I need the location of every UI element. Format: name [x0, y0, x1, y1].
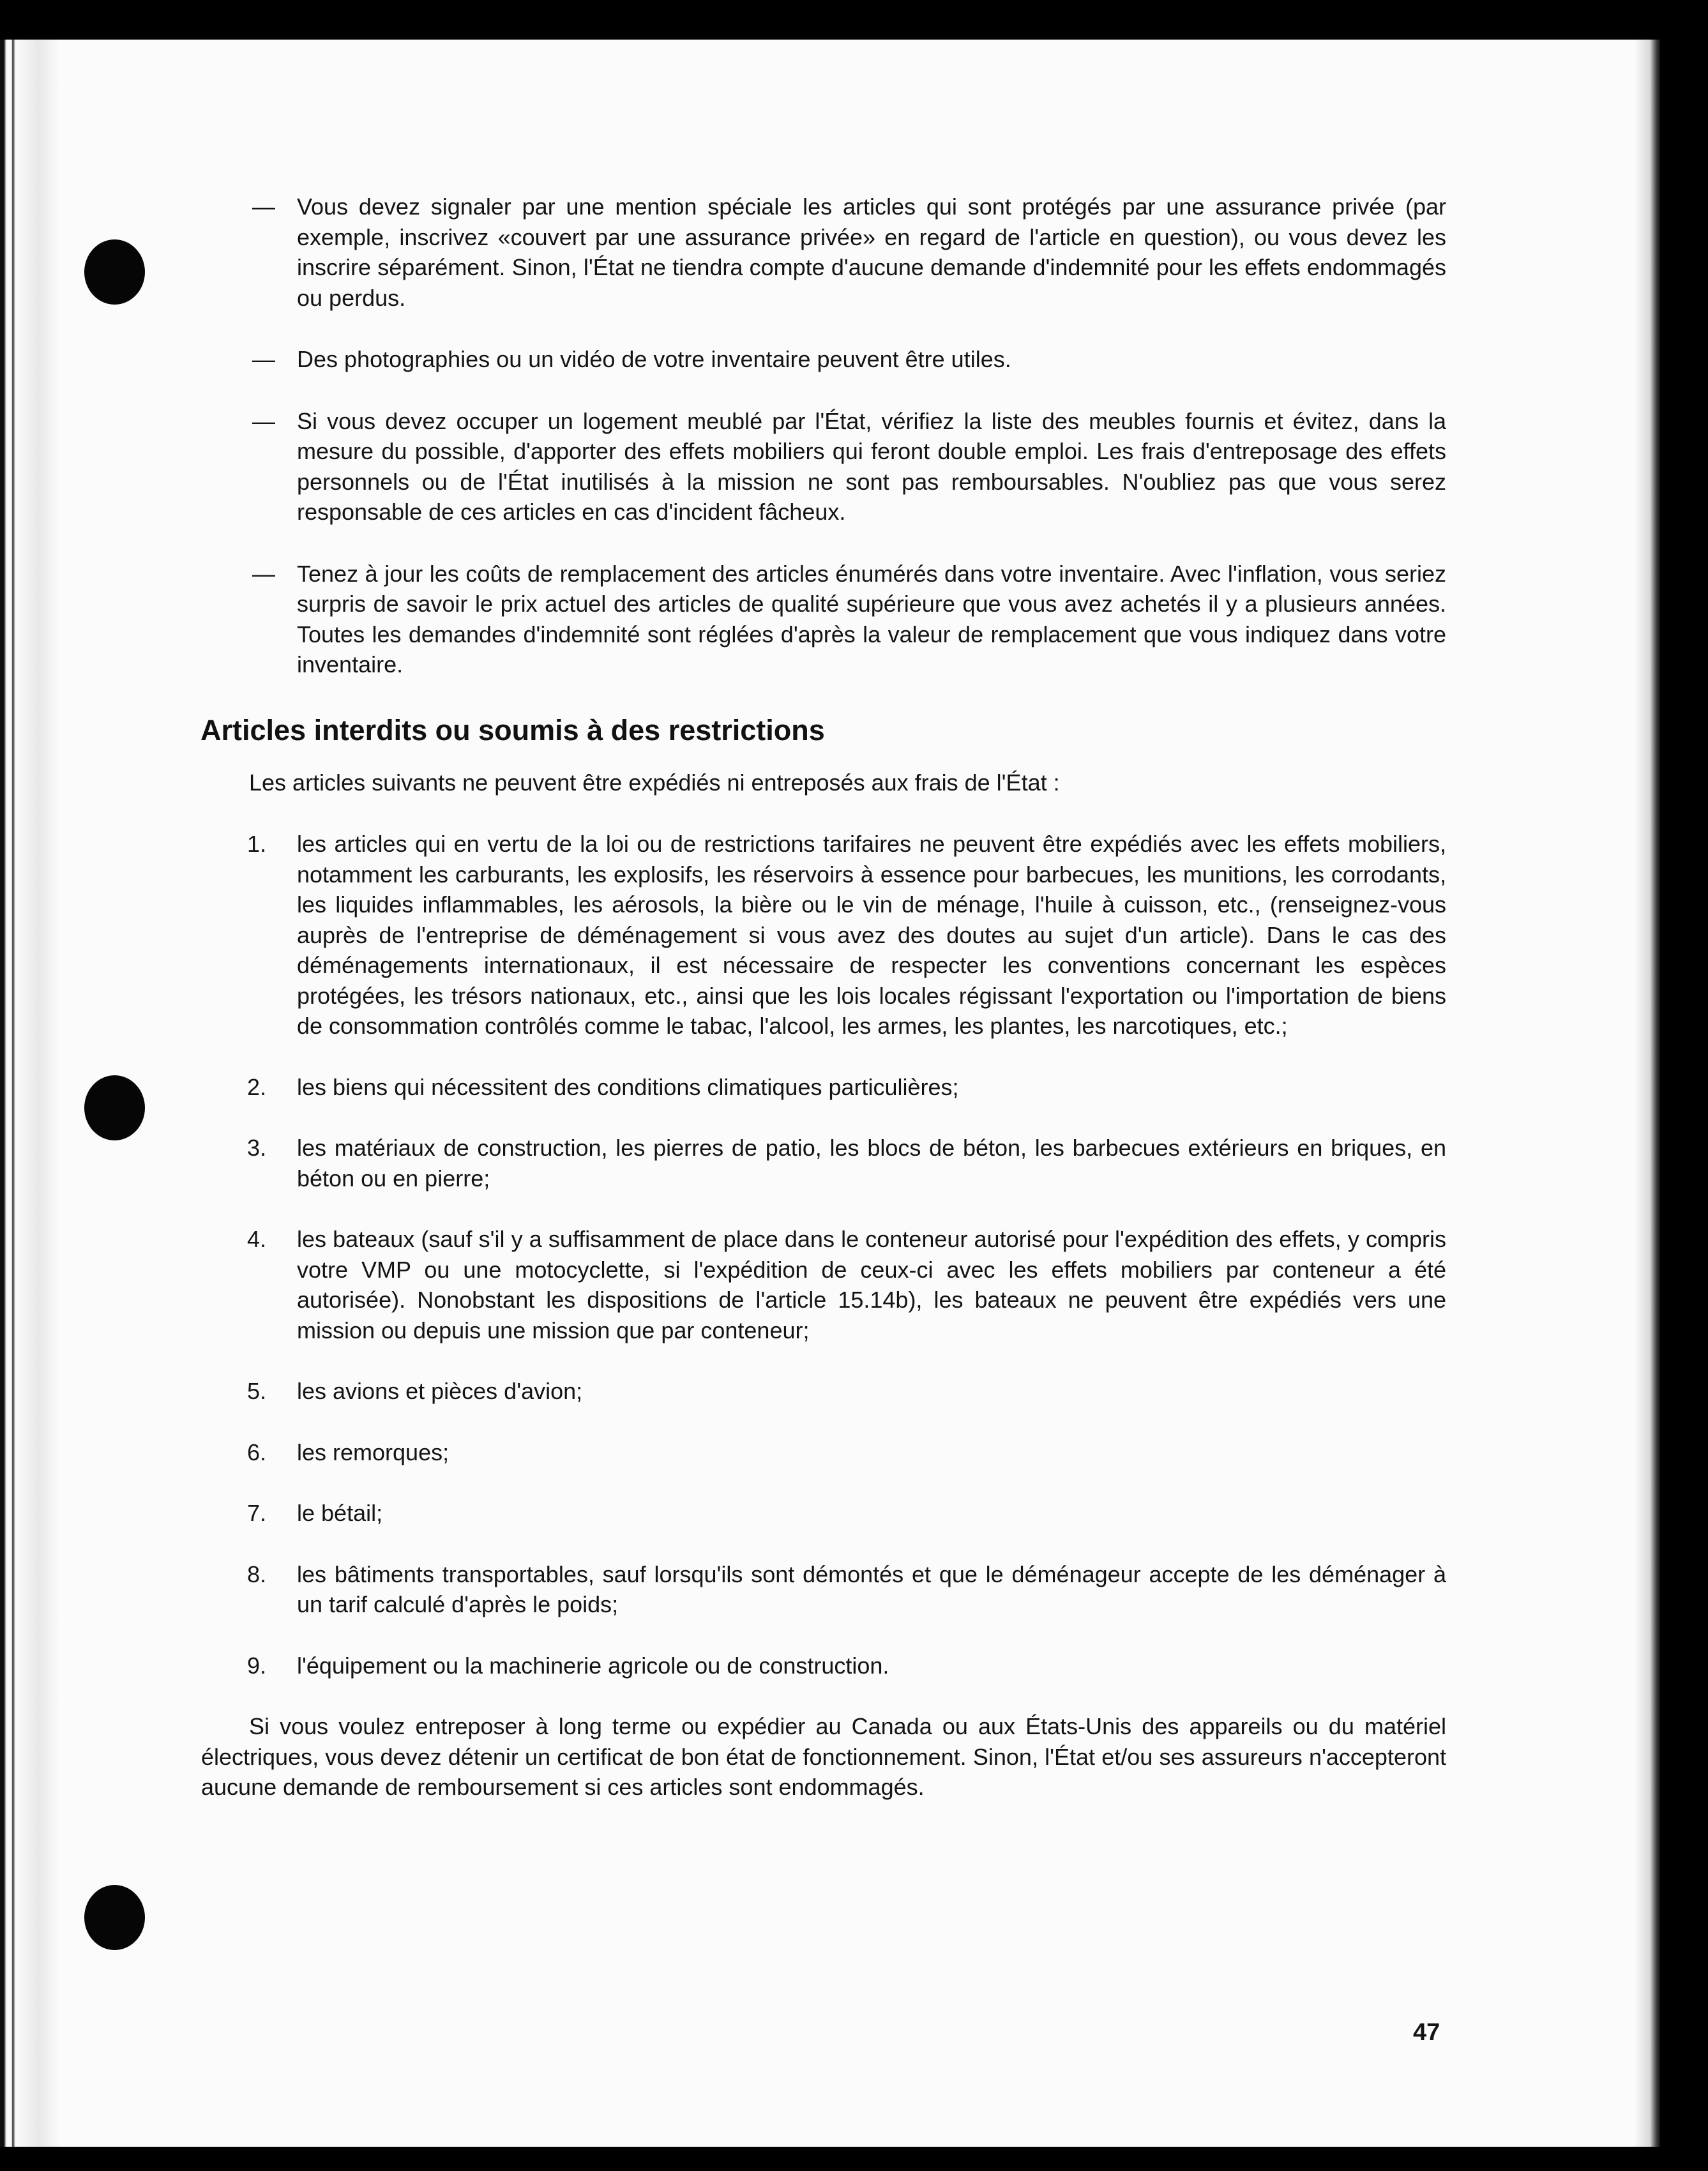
bullet-item [201, 192, 1446, 313]
item-number: 6. [247, 1439, 267, 1465]
dash-marker: — [252, 560, 275, 587]
list-item [201, 1437, 1446, 1468]
dash-marker: — [252, 193, 275, 220]
binding-edge [0, 40, 61, 2147]
dash-marker: — [252, 407, 275, 434]
bullet-text: Des photographies ou un vidéo de votre inventaire peuvent être utiles. [297, 346, 1011, 372]
item-number: 5. [247, 1378, 267, 1404]
punch-hole [84, 1075, 145, 1140]
list-item [201, 1651, 1446, 1681]
dash-marker: — [252, 346, 275, 372]
item-number: 9. [247, 1652, 267, 1679]
list-item [201, 1376, 1446, 1407]
punch-hole [84, 1885, 145, 1950]
list-item [201, 1133, 1446, 1193]
punch-hole [84, 239, 145, 305]
item-text: les remorques; [297, 1439, 450, 1465]
item-text: les biens qui nécessitent des conditions climatiques particulières; [297, 1073, 959, 1100]
list-item [201, 1224, 1446, 1345]
list-item [201, 1559, 1446, 1620]
bullet-text: Vous devez signaler par une mention spéciale les articles qui sont protégés par une assurance privée (par exemple, inscrivez «couvert par une assurance privée» en regard de l'article en question), ou vous devez les inscrire séparément. Sinon, l'État ne tiendra compte d'aucune demande d'indemnité pour les effets endommagés ou perdus. [297, 193, 1446, 311]
item-text: les bateaux (sauf s'il y a suffisamment de place dans le conteneur autorisé pour l'expédition des effets, y compris votre VMP ou une motocyclette, si l'expédition de ceux-ci avec les effets mobiliers par conteneur a été autorisée). Nonobstant les dispositions de l'article 15.14b), les bateaux ne peuvent être expédiés vers une mission ou depuis une mission que par conteneur; [297, 1226, 1446, 1343]
item-number: 8. [247, 1561, 267, 1587]
page-edge [1635, 40, 1660, 2147]
list-item [201, 829, 1446, 1041]
item-text: les matériaux de construction, les pierres de patio, les blocs de béton, les barbecues extérieurs en briques, en béton ou en pierre; [297, 1135, 1446, 1191]
item-number: 1. [247, 831, 267, 857]
bullet-item [201, 559, 1446, 680]
section-heading: Articles interdits ou soumis à des restrictions [200, 713, 825, 746]
list-item [201, 1498, 1446, 1529]
bullet-text: Tenez à jour les coûts de remplacement des articles énumérés dans votre inventaire. Avec l'inflation, vous seriez surpris de savoir le prix actuel des articles de qualité supérieure que vous avez achetés il y a plusieurs années. Toutes les demandes d'indemnité sont réglées d'après la valeur de remplacement que vous indiquez dans votre inventaire. [297, 560, 1446, 677]
bullet-text: Si vous devez occuper un logement meublé par l'État, vérifiez la liste des meubles fournis et évitez, dans la mesure du possible, d'apporter des effets mobiliers qui feront double emploi. Les frais d'entreposage des effets personnels ou de l'État inutilisés à la mission ne sont pas remboursables. N'oubliez pas que vous serez responsable de ces articles en cas d'incident fâcheux. [297, 407, 1446, 525]
document-page [0, 40, 1660, 2147]
bullet-item [201, 406, 1446, 527]
item-text: les bâtiments transportables, sauf lorsqu'ils sont démontés et que le déménageur accepte de les déménager à un tarif calculé d'après le poids; [297, 1561, 1446, 1617]
page-number: 47 [1413, 2019, 1440, 2046]
item-text: les avions et pièces d'avion; [297, 1378, 583, 1404]
item-text: le bétail; [297, 1500, 383, 1526]
item-number: 2. [247, 1073, 267, 1100]
item-number: 3. [247, 1135, 267, 1161]
item-text: l'équipement ou la machinerie agricole ou de construction. [297, 1652, 889, 1679]
closing-paragraph: Si vous voulez entreposer à long terme ou expédier au Canada ou aux États-Unis des appareils ou du matériel électriques, vous devez détenir un certificat de bon état de fonctionnement. Sinon, l'État et/ou ses assureurs n'accepteront aucune demande de remboursement si ces articles sont endommagés. [201, 1713, 1446, 1800]
intro-paragraph: Les articles suivants ne peuvent être expédiés ni entreposés aux frais de l'État : [249, 769, 1060, 796]
bullet-item [201, 344, 1446, 375]
item-number: 4. [247, 1226, 267, 1252]
item-text: les articles qui en vertu de la loi ou de restrictions tarifaires ne peuvent être expédiés avec les effets mobiliers, notamment les carburants, les explosifs, les réservoirs à essence pour barbecues, les munitions, les corrodants, les liquides inflammables, les aérosols, la bière ou le vin de ménage, l'huile à cuisson, etc., (renseignez-vous auprès de l'entreprise de déménagement si vous avez des doutes au sujet d'un article). Dans le cas des déménagements internationaux, il est nécessaire de respecter les conventions concernant les espèces protégées, les trésors nationaux, etc., ainsi que les lois locales régissant l'exportation ou l'importation de biens de consommation contrôlés comme le tabac, l'alcool, les armes, les plantes, les narcotiques, etc.; [297, 831, 1446, 1039]
page-content [201, 192, 1446, 1803]
item-number: 7. [247, 1500, 267, 1526]
list-item [201, 1072, 1446, 1103]
